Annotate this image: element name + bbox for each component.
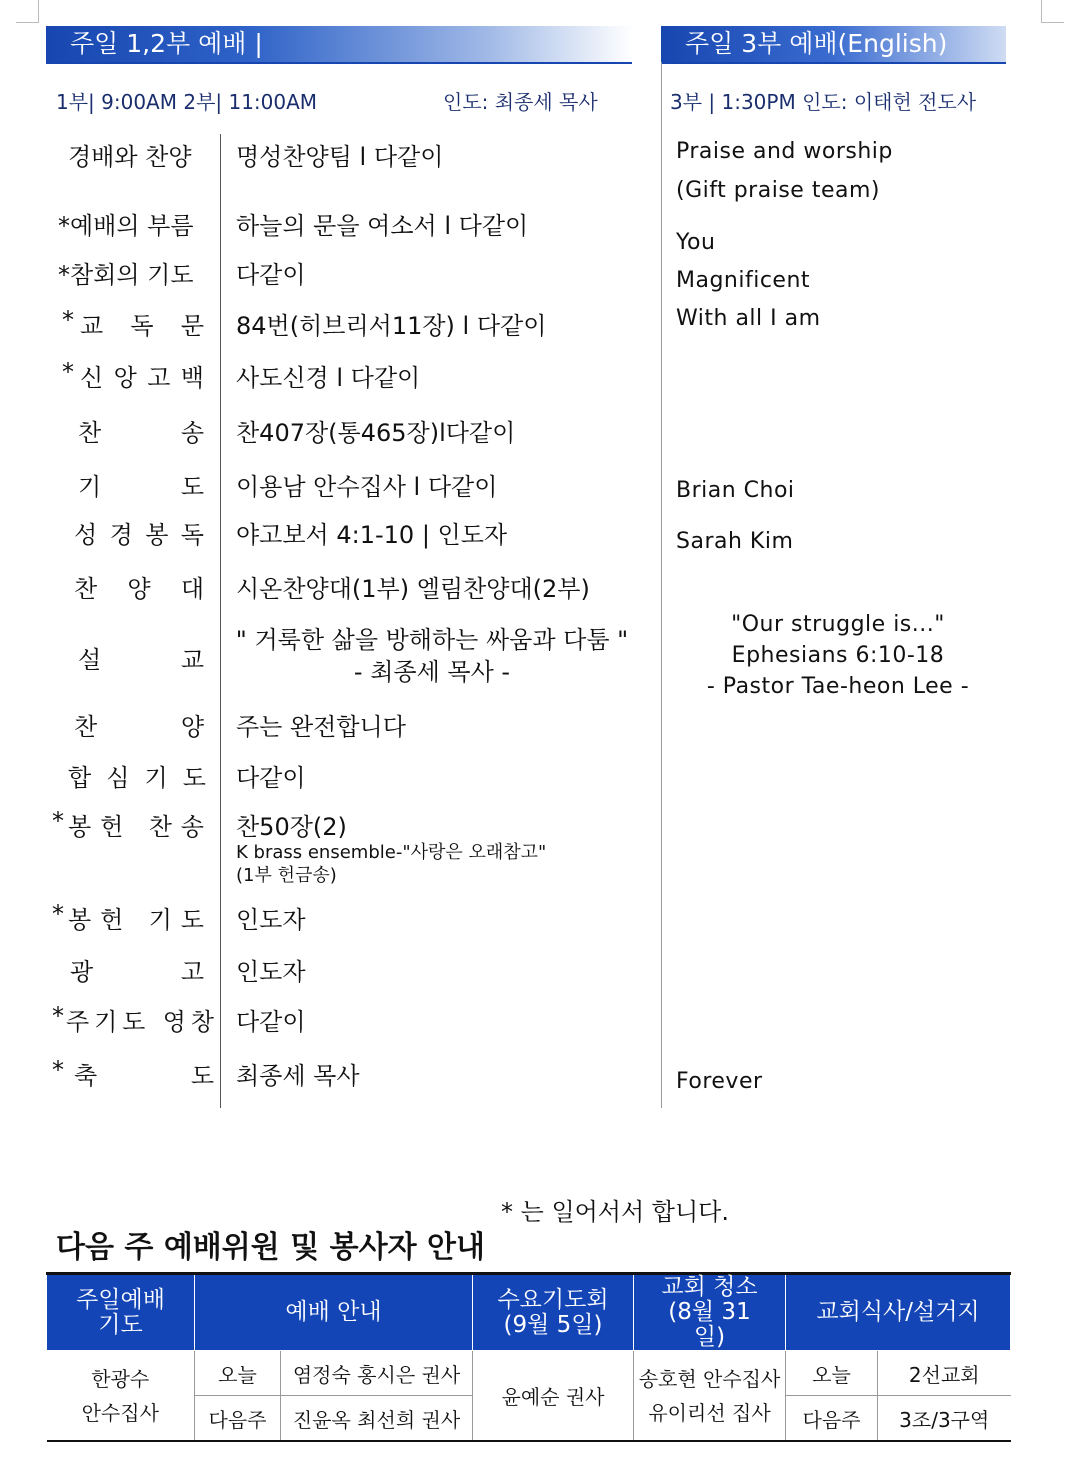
header-usher: 예배 안내 <box>195 1274 473 1351</box>
table-row <box>47 1351 1011 1396</box>
cell-wednesday: 윤예순 권사 <box>473 1351 634 1442</box>
eng-prayer: Brian Choi <box>676 478 795 503</box>
left-service-leader: 인도: 최종세 목사 <box>443 90 598 114</box>
header-meal: 교회식사/설거지 <box>786 1274 1011 1351</box>
value-choir: 시온찬양대(1부) 엘림찬양대(2부) <box>236 575 590 603</box>
cell-sunday-prayer: 한광수 안수집사 <box>47 1351 195 1442</box>
left-header-underline <box>46 62 632 64</box>
value-offering-ensemble: K brass ensemble-"사랑은 오래참고" <box>236 842 547 863</box>
cell-cleaning: 송호현 안수집사 유이리선 집사 <box>634 1351 786 1442</box>
cell-usher-today-label: 오늘 <box>195 1351 281 1396</box>
cell-usher-today: 염정숙 홍시은 권사 <box>281 1351 473 1396</box>
left-service-times: 1부| 9:00AM 2부| 11:00AM <box>56 90 318 114</box>
value-offering-hymn: 찬50장(2) <box>236 813 347 841</box>
cell-usher-next-label: 다음주 <box>195 1396 281 1442</box>
sermon-block <box>232 624 632 688</box>
label-praise-worship: 경배와 찬양 <box>68 143 192 171</box>
cell-meal-next: 3조/3구역 <box>878 1396 1011 1442</box>
crop-mark-top-left <box>16 0 39 23</box>
eng-scripture-reader: Sarah Kim <box>676 529 794 554</box>
eng-song-3: With all I am <box>676 306 821 331</box>
eng-sermon-passage: Ephesians 6:10-18 <box>731 643 945 668</box>
value-creed: 사도신경 l 다같이 <box>236 364 421 392</box>
label-call-to-worship: *예배의 부름 <box>58 212 194 240</box>
volunteers-section-title: 다음 주 예배위원 및 봉사자 안내 <box>56 1230 485 1265</box>
standing-note: * 는 일어서서 합니다. <box>501 1198 729 1226</box>
column-divider <box>661 62 662 1108</box>
value-lords-prayer: 다같이 <box>236 1008 306 1036</box>
value-offering-prayer: 인도자 <box>236 906 306 934</box>
cell-meal-today-label: 오늘 <box>786 1351 878 1396</box>
header-cleaning: 교회 청소 (8월 31일) <box>634 1274 786 1351</box>
right-header-underline <box>661 62 1006 64</box>
value-confession-prayer: 다같이 <box>236 261 306 289</box>
eng-song-1: You <box>676 230 716 255</box>
value-scripture: 야고보서 4:1-10 | 인도자 <box>236 521 508 549</box>
table-header-row <box>47 1274 1011 1351</box>
eng-sermon-title: "Our struggle is..." <box>731 612 945 637</box>
volunteer-table <box>46 1272 1011 1442</box>
eng-closing-song: Forever <box>676 1069 763 1094</box>
eng-song-2: Magnificent <box>676 268 811 293</box>
eng-sermon-block <box>666 609 1010 702</box>
left-service-header: 주일 1,2부 예배 | <box>46 26 632 62</box>
label-confession-prayer: *참회의 기도 <box>58 261 194 289</box>
value-praise-worship: 명성찬양팀 l 다같이 <box>236 143 444 171</box>
value-call-to-worship: 하늘의 문을 여소서 l 다같이 <box>236 212 529 240</box>
eng-praise-team: (Gift praise team) <box>676 178 880 203</box>
label-divider <box>220 134 221 1108</box>
value-announcements: 인도자 <box>236 958 306 986</box>
header-wednesday: 수요기도회 (9월 5일) <box>473 1274 634 1351</box>
value-unison-prayer: 다같이 <box>236 764 306 792</box>
value-benediction: 최종세 목사 <box>236 1062 360 1090</box>
header-sunday-prayer: 주일예배 기도 <box>47 1274 195 1351</box>
sermon-preacher: - 최종세 목사 - <box>353 658 511 686</box>
cell-usher-next: 진윤옥 최선희 권사 <box>281 1396 473 1442</box>
cell-meal-today: 2선교회 <box>878 1351 1011 1396</box>
eng-sermon-preacher: - Pastor Tae-heon Lee - <box>706 674 970 699</box>
value-prayer: 이용남 안수집사 l 다같이 <box>236 473 498 501</box>
cell-meal-next-label: 다음주 <box>786 1396 878 1442</box>
value-offering-note: (1부 헌금송) <box>236 865 337 886</box>
value-hymn: 찬407장(통465장)l다같이 <box>236 419 516 447</box>
value-responsive-reading: 84번(히브리서11장) l 다같이 <box>236 312 547 340</box>
value-praise: 주는 완전합니다 <box>236 713 406 741</box>
crop-mark-top-right <box>1041 0 1064 23</box>
right-service-times: 3부 | 1:30PM 인도: 이태헌 전도사 <box>670 90 977 114</box>
right-service-header: 주일 3부 예배(English) <box>661 26 1006 62</box>
eng-praise-title: Praise and worship <box>676 139 893 164</box>
sermon-title: " 거룩한 삶을 방해하는 싸움과 다툼 " <box>235 626 629 654</box>
